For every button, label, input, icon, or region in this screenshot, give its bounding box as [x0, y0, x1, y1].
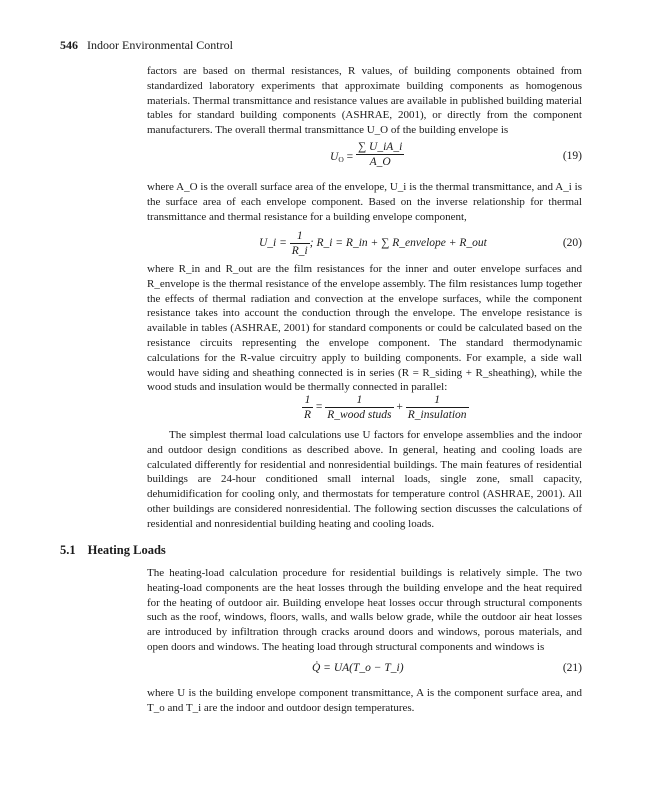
eq20-frac-num: 1 — [290, 229, 310, 244]
paragraph-4: The simplest thermal load calculations use U factors for envelope assemblies and the indoor and outdoor design conditions as described above. In general, heating and cooling loads are calculated differently for residential and nonresidential buildings. The main features of residential buildings are 24-hour conditioned small internal loads, single zone, small capacity, dehumidification for cooling only, and thermostats for temperature control (ASHRAE, 2001). All other buildings are considered nonresidential. The following section discusses the calculations of residential and nonresidential building heating and cooling loads. — [147, 429, 582, 530]
eqp-lhs-num: 1 — [302, 393, 313, 408]
paragraph-5: The heating-load calculation procedure for residential buildings is relatively simple. The two heating-load components are the heat losses through the building envelope and the heat required for the heating of outdoor air. Building envelope heat losses occur through structural components such as the roof, windows, floors, walls, and walls below grade, while the outdoor air heat losses are introduced by infiltration through cracks around doors and windows, porous materials, and open doors and windows. The heating load through structural components and windows is — [147, 567, 582, 653]
eqp-t2-num: 1 — [406, 393, 469, 408]
eq20-frac-den: R_i — [291, 245, 308, 257]
equation-parallel — [147, 393, 582, 433]
paragraph-1: factors are based on thermal resistances, R values, of building components obtained from standardized laboratory experiments that approximate building components as homogenous materials. Thermal transmittance and resistance values are available in published building material tables for standard building components (ASHRAE, 2001), or directly from the component manufacturers. The overall thermal transmittance U_O of the building envelope is — [147, 65, 582, 137]
eq20-lhs: U_i = — [259, 237, 287, 250]
page-header — [60, 38, 233, 53]
equation-19 — [147, 140, 582, 180]
eqp-equals: = — [315, 401, 323, 414]
eq19-number: (19) — [562, 150, 582, 162]
eq20-rhs: ; R_i = R_in + ∑ R_envelope + R_out — [309, 237, 487, 250]
eq19-lhs: U — [330, 151, 339, 163]
eqp-t2-den: R_insulation — [407, 409, 467, 421]
paragraph-3: where R_in and R_out are the film resistances for the inner and outer envelope surfaces and R_envelope is the thermal resistance of the envelope assembly. The film resistances lump together the effects of thermal radiation and convection at the envelope surfaces, while the component resistance takes into account the conduction through the envelope. The envelope resistance is available in tables (ASHRAE, 2001) for standard components or could be calculated based on the resistance circuits representing the envelope component. The standard thermodynamic calculations for the R-value circuitry apply to building components. For example, a side wall would have siding and sheathing connected is in series (R = R_siding + R_sheathing), while the wood studs and insulation would be thermally connected in parallel: — [147, 263, 582, 394]
paragraph-2: where A_O is the overall surface area of the envelope, U_i is the thermal transmittance, and A_i is the surface area of each envelope component. Based on the inverse relationship for thermal transmittance and thermal resistance for a building envelope component, — [147, 181, 582, 223]
eq21-body: Q̇ = UA(T_o − T_i) — [312, 662, 404, 674]
section-title: Heating Loads — [87, 543, 166, 557]
eqp-plus: + — [396, 401, 403, 414]
page-number: 546 — [60, 38, 78, 52]
section-heading — [60, 543, 166, 558]
section-number: 5.1 — [60, 543, 76, 557]
eq19-equals: = — [346, 151, 354, 163]
paragraph-6: where U is the building envelope component transmittance, A is the component surface area, and T_o and T_i are the indoor and outdoor design temperatures. — [147, 687, 582, 714]
eq19-denominator: A_O — [369, 156, 391, 168]
eqp-t1-den: R_wood studs — [327, 409, 392, 421]
eq19-numerator: ∑ U_iA_i — [357, 141, 403, 153]
running-title: Indoor Environmental Control — [87, 38, 233, 52]
eq20-number: (20) — [562, 237, 582, 249]
eqp-t1-num: 1 — [325, 393, 393, 408]
eqp-lhs-den: R — [304, 409, 312, 421]
eq19-lhs-sub: O — [338, 155, 344, 164]
eq21-number: (21) — [562, 662, 582, 674]
